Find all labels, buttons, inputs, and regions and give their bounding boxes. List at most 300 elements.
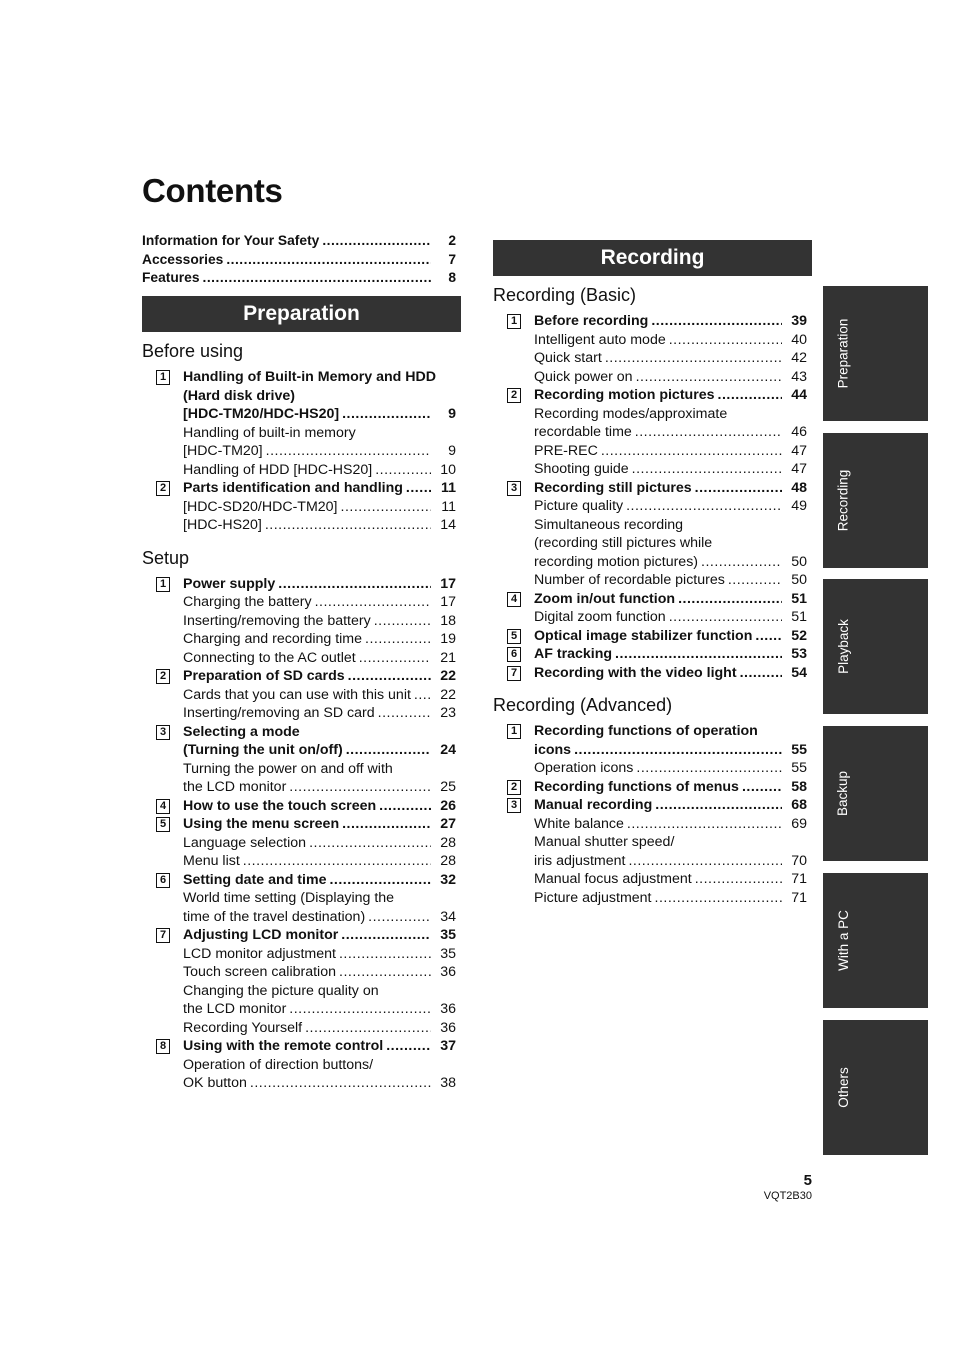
toc-entry[interactable]: [183, 1000, 456, 1019]
toc-entry-label: [HDC-TM20/HDC-HS20]: [183, 406, 340, 422]
document-code: VQT2B30: [763, 1190, 812, 1202]
toc-entry-label: Menu list: [183, 853, 240, 869]
toc-entry[interactable]: [534, 349, 807, 368]
toc-entry-label: Using with the remote control: [183, 1038, 384, 1054]
toc-entry[interactable]: [142, 269, 456, 288]
toc-entry[interactable]: [183, 667, 456, 686]
toc-group: [142, 815, 456, 871]
toc-entry-label: Recording modes/approximate: [534, 405, 728, 422]
toc-entry[interactable]: [534, 852, 807, 871]
recording-header: Recording: [493, 240, 812, 276]
toc-entry[interactable]: [534, 664, 807, 683]
side-tab-label-wrap: [823, 873, 851, 1008]
leader-dots: [243, 852, 431, 871]
toc-entry: [534, 534, 807, 553]
toc-group: [142, 723, 456, 797]
toc-entry-label: Recording with the video light: [534, 664, 737, 681]
toc-group: [142, 479, 456, 535]
toc-entry: [183, 387, 456, 406]
toc-entry[interactable]: [183, 815, 456, 834]
toc-entry[interactable]: [183, 963, 456, 982]
toc-group: [142, 667, 456, 723]
side-tab-label-wrap: [823, 726, 851, 861]
toc-entry-label: [HDC-TM20]: [183, 443, 263, 459]
leader-dots: [315, 593, 431, 612]
step-number-box: 5: [156, 817, 170, 832]
side-tab-label: Recording: [835, 469, 851, 531]
toc-entry: [183, 424, 456, 443]
toc-entry-page: 54: [791, 664, 807, 681]
leader-dots: [375, 461, 431, 480]
toc-entry-page: 28: [440, 834, 456, 851]
toc-entry-label: Optical image stabilizer function: [534, 627, 753, 644]
toc-entry: [534, 833, 807, 852]
toc-entry: [183, 982, 456, 1001]
leader-dots: [626, 497, 782, 516]
side-tab-label: Others: [835, 1066, 851, 1108]
intro-list: [142, 232, 456, 288]
step-number-box: 1: [156, 577, 170, 592]
toc-group: [493, 722, 807, 778]
leader-dots: [289, 1000, 431, 1019]
leader-dots: [329, 871, 431, 890]
toc-entry-page: 10: [440, 461, 456, 478]
toc-entry-page: 37: [440, 1038, 456, 1054]
step-number-box: 7: [507, 666, 521, 681]
toc-entry[interactable]: [534, 889, 807, 908]
toc-entry-label: Before recording: [534, 313, 649, 329]
toc-entry-label: Information for Your Safety: [142, 233, 320, 248]
side-tab-label: Playback: [835, 619, 851, 675]
toc-entry-label: (recording still pictures while: [534, 535, 713, 551]
toc-entry-label: Preparation of SD cards: [183, 668, 345, 684]
toc-entry-page: 22: [440, 686, 456, 703]
step-number-box: 1: [507, 724, 521, 739]
leader-dots: [669, 331, 782, 350]
toc-group: [142, 926, 456, 1037]
toc-entry-label: Manual focus adjustment: [534, 871, 692, 887]
toc-entry[interactable]: [183, 498, 456, 517]
toc-entry-label: [HDC-HS20]: [183, 517, 262, 533]
toc-entry-page: 36: [440, 1019, 456, 1036]
toc-entry[interactable]: [534, 815, 807, 834]
toc-entry[interactable]: [183, 686, 456, 705]
toc-entry-label: Zoom in/out function: [534, 590, 676, 607]
toc-entry[interactable]: [183, 704, 456, 723]
step-number-box: 2: [156, 481, 170, 496]
step-number-box: 3: [507, 481, 521, 496]
leader-dots: [695, 870, 782, 889]
toc-entry[interactable]: [183, 871, 456, 890]
toc-entry[interactable]: [183, 834, 456, 853]
leader-dots: [655, 889, 783, 908]
toc-entry-label: Picture adjustment: [534, 889, 652, 906]
toc-entry-page: 50: [791, 572, 807, 588]
step-number-box: 2: [507, 388, 521, 403]
leader-dots: [695, 479, 782, 498]
toc-entry[interactable]: [534, 608, 807, 627]
toc-entry-page: 36: [440, 964, 456, 980]
toc-group: [493, 386, 807, 479]
step-number-box: 6: [156, 873, 170, 888]
section-title: Before using: [142, 341, 244, 361]
toc-entry[interactable]: [534, 442, 807, 461]
toc-entry-label: Power supply: [183, 575, 276, 592]
toc-entry-page: 55: [791, 760, 807, 776]
leader-dots: [250, 1074, 431, 1093]
toc-entry-label: PRE-REC: [534, 442, 598, 459]
leader-dots: [742, 778, 782, 797]
toc-group: [142, 871, 456, 927]
toc-entry-page: 17: [440, 575, 456, 592]
toc-entry-page: 9: [448, 406, 456, 422]
toc-entry-page: 44: [791, 387, 807, 403]
toc-entry[interactable]: [183, 908, 456, 927]
leader-dots: [628, 852, 782, 871]
toc-entry-label: (Turning the unit on/off): [183, 742, 343, 758]
toc-entry-page: 34: [440, 908, 456, 925]
toc-entry-page: 38: [440, 1075, 456, 1091]
toc-group: [493, 645, 807, 664]
toc-entry-page: 48: [791, 479, 807, 496]
toc-entry-page: 8: [448, 270, 456, 285]
toc-entry-label: Recording Yourself: [183, 1019, 303, 1036]
toc-entry-label: recording motion pictures): [534, 553, 699, 570]
toc-entry-page: 7: [448, 251, 456, 267]
leader-dots: [379, 797, 431, 816]
preparation-column: [142, 296, 461, 1093]
leader-dots: [365, 630, 431, 649]
toc-entry-label: the LCD monitor: [183, 779, 287, 795]
side-tab-label: Preparation: [835, 318, 851, 389]
toc-entry-label: Inserting/removing the battery: [183, 612, 371, 629]
toc-entry-label: Features: [142, 270, 200, 285]
leader-dots: [636, 759, 782, 778]
leader-dots: [346, 741, 431, 760]
toc-entry-label: Manual recording: [534, 797, 653, 813]
leader-dots: [574, 741, 782, 760]
toc-entry-label: Touch screen calibration: [183, 964, 336, 980]
toc-entry-label: Inserting/removing an SD card: [183, 705, 375, 721]
toc-entry[interactable]: [534, 368, 807, 387]
leader-dots: [386, 1037, 431, 1056]
leader-dots: [740, 664, 782, 683]
toc-entry: [183, 1056, 456, 1075]
leader-dots: [339, 963, 431, 982]
toc-entry-page: 47: [791, 461, 807, 477]
toc-entry-page: 26: [440, 797, 456, 814]
section-title: Recording (Basic): [493, 285, 637, 305]
leader-dots: [265, 516, 431, 535]
leader-dots: [669, 608, 782, 627]
toc-entry-page: 2: [448, 233, 456, 248]
toc-entry[interactable]: [142, 251, 456, 270]
toc-entry-label: icons: [534, 741, 572, 758]
toc-entry-page: 25: [440, 779, 456, 795]
toc-entry-page: 35: [440, 927, 456, 943]
leader-dots: [342, 815, 431, 834]
toc-entry-page: 17: [440, 594, 456, 610]
toc-entry[interactable]: [183, 575, 456, 594]
toc-entry-page: 27: [440, 816, 456, 832]
leader-dots: [728, 571, 782, 590]
toc-entry-label: Handling of built-in memory: [183, 424, 356, 441]
leader-dots: [632, 460, 782, 479]
toc-entry-page: 52: [791, 627, 807, 644]
toc-entry[interactable]: [183, 1074, 456, 1093]
leader-dots: [278, 575, 431, 594]
toc-entry-page: 71: [791, 889, 807, 906]
toc-entry[interactable]: [142, 232, 456, 251]
toc-entry-page: 47: [791, 442, 807, 459]
toc-entry-label: Language selection: [183, 834, 307, 851]
toc-entry-page: 11: [441, 498, 456, 515]
side-tab-label: With a PC: [835, 909, 851, 971]
toc-entry-label: Recording functions of menus: [534, 778, 739, 795]
toc-entry-label: Selecting a mode: [183, 723, 300, 740]
toc-entry-label: Parts identification and handling: [183, 480, 403, 496]
step-number-box: 4: [507, 592, 521, 607]
toc-group: [493, 664, 807, 683]
leader-dots: [636, 368, 782, 387]
side-tab[interactable]: [823, 1020, 928, 1155]
toc-group: [142, 575, 456, 668]
step-number-box: 4: [156, 799, 170, 814]
side-tab-label-wrap: [823, 433, 851, 568]
preparation-header: Preparation: [142, 296, 461, 332]
toc-entry-page: 42: [791, 350, 807, 366]
leader-dots: [635, 423, 782, 442]
toc-group: [493, 479, 807, 590]
toc-entry-page: 68: [791, 797, 807, 813]
toc-entry-page: 11: [441, 480, 456, 496]
step-number-box: 7: [156, 928, 170, 943]
toc-entry[interactable]: [534, 386, 807, 405]
side-tab[interactable]: [823, 286, 928, 421]
step-number-box: 2: [156, 669, 170, 684]
toc-group: [142, 797, 456, 816]
side-tab-label-wrap: [823, 579, 851, 714]
toc-entry[interactable]: [183, 593, 456, 612]
toc-group: [142, 1037, 456, 1093]
leader-dots: [655, 796, 782, 815]
leader-dots: [406, 479, 431, 498]
toc-entry[interactable]: [534, 627, 807, 646]
toc-entry[interactable]: [183, 630, 456, 649]
toc-entry: [183, 760, 456, 779]
toc-entry-label: Operation of direction buttons/: [183, 1056, 374, 1073]
toc-entry-page: 55: [791, 741, 807, 758]
toc-entry: [183, 368, 456, 387]
leader-dots: [605, 349, 782, 368]
toc-entry[interactable]: [534, 759, 807, 778]
section-title: Setup: [142, 547, 190, 568]
toc-entry-label: iris adjustment: [534, 852, 626, 869]
toc-entry[interactable]: [183, 461, 456, 480]
toc-entry[interactable]: [534, 331, 807, 350]
toc-entry-label: Number of recordable pictures: [534, 572, 725, 588]
leader-dots: [359, 649, 431, 668]
toc-entry-label: Picture quality: [534, 498, 624, 514]
toc-entry-label: Operation icons: [534, 760, 634, 776]
toc-entry[interactable]: [183, 1037, 456, 1056]
toc-entry[interactable]: [183, 479, 456, 498]
toc-entry-label: Setting date and time: [183, 871, 327, 888]
toc-entry[interactable]: [534, 497, 807, 516]
toc-entry[interactable]: [183, 405, 456, 424]
toc-entry-page: 18: [440, 612, 456, 629]
toc-entry[interactable]: [534, 645, 807, 664]
leader-dots: [339, 945, 431, 964]
toc-entry[interactable]: [183, 741, 456, 760]
toc-entry: [534, 516, 807, 535]
toc-entry[interactable]: [183, 926, 456, 945]
toc-entry-page: 14: [440, 517, 456, 533]
toc-entry-label: Recording still pictures: [534, 479, 692, 496]
toc-entry[interactable]: [183, 778, 456, 797]
toc-entry[interactable]: [534, 778, 807, 797]
toc-entry-page: 70: [791, 852, 807, 869]
leader-dots: [615, 645, 782, 664]
leader-dots: [341, 498, 431, 517]
toc-entry[interactable]: [534, 870, 807, 889]
toc-entry-label: White balance: [534, 815, 624, 832]
toc-entry[interactable]: [534, 741, 807, 760]
toc-entry-label: Recording motion pictures: [534, 387, 715, 403]
toc-entry-page: 22: [440, 668, 456, 684]
toc-entry-page: 71: [791, 871, 807, 887]
leader-dots: [289, 778, 431, 797]
leader-dots: [341, 926, 431, 945]
toc-entry[interactable]: [183, 516, 456, 535]
leader-dots: [368, 908, 431, 927]
leader-dots: [378, 704, 431, 723]
toc-entry-page: 9: [448, 443, 456, 459]
leader-dots: [322, 232, 431, 251]
side-tab-label: Backup: [835, 771, 851, 817]
toc-entry-page: 23: [440, 705, 456, 721]
leader-dots: [678, 590, 782, 609]
side-tab[interactable]: [823, 579, 928, 714]
toc-entry-page: 49: [791, 498, 807, 514]
side-tab-label-wrap: [823, 1020, 851, 1155]
step-number-box: 6: [507, 647, 521, 662]
side-tab[interactable]: [823, 873, 928, 1008]
toc-entry-page: 69: [791, 815, 807, 832]
toc-entry-label: Shooting guide: [534, 461, 629, 477]
toc-entry-page: 43: [791, 368, 807, 385]
toc-entry-label: Quick start: [534, 350, 602, 366]
toc-entry-label: Accessories: [142, 251, 224, 267]
toc-entry-label: Handling of Built-in Memory and HDD: [183, 369, 436, 385]
toc-entry-label: World time setting (Displaying the: [183, 890, 395, 906]
leader-dots: [601, 442, 782, 461]
toc-entry-label: Manual shutter speed/: [534, 834, 675, 850]
step-number-box: 3: [156, 725, 170, 740]
toc-entry-label: (Hard disk drive): [183, 387, 295, 404]
toc-entry[interactable]: [183, 945, 456, 964]
toc-entry-label: Using the menu screen: [183, 816, 340, 832]
toc-group: [493, 627, 807, 646]
toc-entry-page: 50: [791, 553, 807, 570]
toc-entry[interactable]: [534, 553, 807, 572]
side-tab[interactable]: [823, 433, 928, 568]
toc-group: [493, 796, 807, 907]
toc-entry-label: Handling of HDD [HDC-HS20]: [183, 461, 373, 478]
toc-entry[interactable]: [534, 571, 807, 590]
step-number-box: 2: [507, 780, 521, 795]
toc-entry: [534, 405, 807, 424]
toc-entry-label: Recording functions of operation: [534, 723, 758, 739]
toc-entry-label: Changing the picture quality on: [183, 982, 379, 999]
toc-entry[interactable]: [183, 852, 456, 871]
page-title: Contents: [142, 172, 283, 209]
toc-entry-label: time of the travel destination): [183, 908, 366, 925]
leader-dots: [266, 442, 431, 461]
toc-entry-page: 21: [440, 649, 456, 666]
toc-entry: [534, 722, 807, 741]
toc-entry[interactable]: [183, 442, 456, 461]
toc-entry[interactable]: [183, 797, 456, 816]
toc-entry-label: LCD monitor adjustment: [183, 945, 336, 962]
leader-dots: [651, 312, 782, 331]
leader-dots: [627, 815, 782, 834]
step-number-box: 3: [507, 798, 521, 813]
toc-entry[interactable]: [534, 312, 807, 331]
step-number-box: 8: [156, 1039, 170, 1054]
toc-entry-label: AF tracking: [534, 646, 613, 662]
toc-group: [493, 590, 807, 627]
toc-entry-label: How to use the touch screen: [183, 797, 377, 814]
toc-entry-label: OK button: [183, 1075, 247, 1091]
toc-entry[interactable]: [183, 649, 456, 668]
toc-entry-page: 24: [440, 742, 456, 758]
toc-entry-page: 28: [440, 853, 456, 869]
toc-entry-page: 35: [440, 945, 456, 962]
toc-group: [493, 312, 807, 386]
toc-entry-label: recordable time: [534, 424, 632, 440]
leader-dots: [701, 553, 782, 572]
toc-entry-label: Cards that you can use with this unit: [183, 686, 411, 703]
toc-entry[interactable]: [183, 612, 456, 631]
toc-entry-label: Intelligent auto mode: [534, 331, 666, 348]
toc-entry[interactable]: [183, 1019, 456, 1038]
leader-dots: [226, 251, 431, 270]
toc-entry: [183, 889, 456, 908]
toc-group: [142, 368, 456, 479]
toc-entry[interactable]: [534, 796, 807, 815]
toc-entry-label: [HDC-SD20/HDC-TM20]: [183, 498, 338, 515]
toc-entry[interactable]: [534, 479, 807, 498]
step-number-box: 5: [507, 629, 521, 644]
side-tab[interactable]: [823, 726, 928, 861]
toc-entry-label: the LCD monitor: [183, 1001, 287, 1017]
recording-column: [493, 240, 812, 907]
toc-entry-page: 51: [791, 590, 807, 607]
toc-entry[interactable]: [534, 423, 807, 442]
side-tab-label-wrap: [823, 286, 851, 421]
toc-entry[interactable]: [534, 590, 807, 609]
toc-group: [493, 778, 807, 797]
toc-entry-page: 40: [791, 331, 807, 348]
toc-entry-label: Adjusting LCD monitor: [183, 927, 339, 943]
toc-entry-label: Charging the battery: [183, 594, 312, 610]
toc-entry[interactable]: [534, 460, 807, 479]
step-number-box: 1: [507, 314, 521, 329]
toc-entry-label: Connecting to the AC outlet: [183, 649, 356, 666]
toc-entry-label: Simultaneous recording: [534, 516, 684, 533]
leader-dots: [309, 834, 431, 853]
